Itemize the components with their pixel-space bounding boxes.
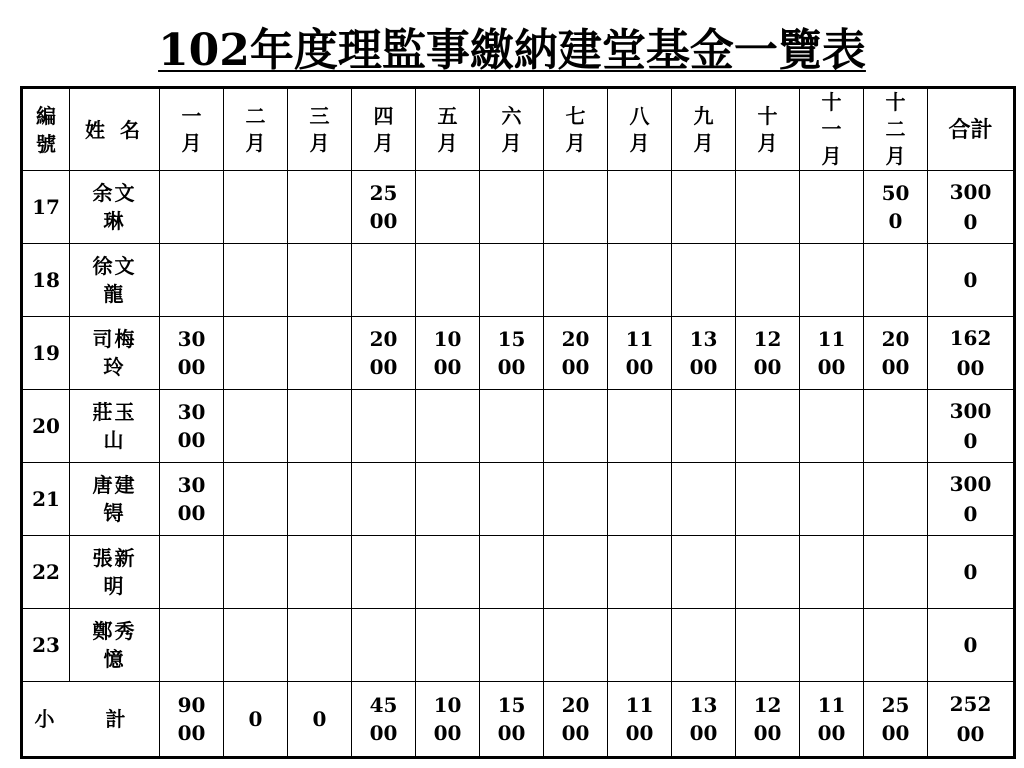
member-name-text: 莊玉山	[92, 400, 137, 452]
member-number	[22, 609, 70, 682]
month-amount	[416, 390, 480, 463]
month-amount	[672, 536, 736, 609]
month-amount	[544, 317, 608, 390]
month-amount	[160, 390, 224, 463]
subtotal-month-amount	[672, 682, 736, 758]
member-total-text: 3000	[949, 472, 992, 526]
table-row	[22, 390, 1015, 463]
fund-table	[20, 86, 1016, 759]
month-amount	[352, 171, 416, 244]
month-amount	[800, 536, 864, 609]
month-amount	[672, 317, 736, 390]
month-amount	[224, 536, 288, 609]
month-amount	[608, 390, 672, 463]
member-number-text: 21	[32, 487, 60, 511]
month-amount	[224, 390, 288, 463]
month-amount	[352, 390, 416, 463]
member-name	[70, 609, 160, 682]
subtotal-month-amount-text: 2000	[561, 693, 590, 745]
month-amount-text: 3000	[177, 400, 206, 452]
member-total-text: 16200	[949, 326, 992, 380]
member-name-text: 唐建锝	[92, 473, 137, 525]
member-name-text: 張新明	[92, 546, 137, 598]
month-amount	[352, 609, 416, 682]
month-amount	[160, 171, 224, 244]
header-name-text: 姓 名	[85, 117, 144, 142]
header-row	[22, 88, 1015, 171]
table-row	[22, 609, 1015, 682]
table-row	[22, 317, 1015, 390]
table-row	[22, 463, 1015, 536]
month-amount	[800, 317, 864, 390]
month-amount	[608, 171, 672, 244]
month-amount	[224, 317, 288, 390]
month-amount-text: 1100	[817, 327, 846, 379]
header-month	[864, 88, 928, 171]
subtotal-month-amount	[544, 682, 608, 758]
member-total-text: 0	[963, 268, 978, 292]
month-amount	[864, 463, 928, 536]
member-total-text: 0	[963, 633, 978, 657]
header-month	[736, 88, 800, 171]
month-amount	[672, 244, 736, 317]
month-amount	[352, 536, 416, 609]
month-amount	[480, 463, 544, 536]
month-amount-text: 1100	[625, 327, 654, 379]
subtotal-month-amount-text: 1000	[433, 693, 462, 745]
member-name	[70, 317, 160, 390]
month-amount	[608, 463, 672, 536]
member-total	[928, 390, 1015, 463]
month-amount	[480, 317, 544, 390]
subtotal-month-amount-text: 0	[248, 707, 263, 731]
month-amount	[224, 244, 288, 317]
month-amount	[736, 463, 800, 536]
header-month-text: 六月	[501, 103, 522, 155]
header-month-text: 八月	[629, 103, 650, 155]
month-amount	[416, 609, 480, 682]
header-month-text: 九月	[693, 103, 714, 155]
month-amount	[352, 463, 416, 536]
month-amount-text: 2500	[369, 181, 398, 233]
month-amount	[672, 609, 736, 682]
header-number	[22, 88, 70, 171]
header-month	[544, 88, 608, 171]
month-amount	[288, 317, 352, 390]
month-amount	[160, 244, 224, 317]
member-total-text: 3000	[949, 180, 992, 234]
subtotal-month-amount	[736, 682, 800, 758]
header-number-text: 編號	[36, 103, 56, 156]
month-amount-text: 1500	[497, 327, 526, 379]
month-amount	[224, 609, 288, 682]
month-amount	[160, 609, 224, 682]
subtotal-month-amount	[864, 682, 928, 758]
month-amount	[352, 317, 416, 390]
month-amount-text: 3000	[177, 473, 206, 525]
month-amount	[480, 609, 544, 682]
header-month	[352, 88, 416, 171]
month-amount	[160, 536, 224, 609]
member-number	[22, 244, 70, 317]
month-amount	[736, 317, 800, 390]
table-row	[22, 171, 1015, 244]
header-name	[70, 88, 160, 171]
subtotal-month-amount-text: 1100	[817, 693, 846, 745]
month-amount	[416, 317, 480, 390]
month-amount	[480, 171, 544, 244]
member-name	[70, 390, 160, 463]
month-amount	[544, 609, 608, 682]
member-name	[70, 244, 160, 317]
member-total-text: 0	[963, 560, 978, 584]
header-month-text: 二月	[245, 103, 266, 155]
subtotal-month-amount	[800, 682, 864, 758]
header-month-text: 十一月	[821, 90, 842, 168]
member-total	[928, 463, 1015, 536]
subtotal-label	[22, 682, 160, 758]
month-amount	[416, 171, 480, 244]
member-total	[928, 317, 1015, 390]
header-month	[288, 88, 352, 171]
subtotal-month-amount-text: 0	[312, 707, 327, 731]
header-month-text: 七月	[565, 103, 586, 155]
header-month	[608, 88, 672, 171]
subtotal-month-amount	[160, 682, 224, 758]
member-number	[22, 536, 70, 609]
month-amount-text: 1200	[753, 327, 782, 379]
header-total	[928, 88, 1015, 171]
table-row	[22, 536, 1015, 609]
header-month	[160, 88, 224, 171]
month-amount	[800, 244, 864, 317]
month-amount	[800, 609, 864, 682]
header-month	[416, 88, 480, 171]
month-amount	[480, 244, 544, 317]
month-amount	[608, 317, 672, 390]
month-amount-text: 2000	[369, 327, 398, 379]
subtotal-month-amount	[416, 682, 480, 758]
header-month	[800, 88, 864, 171]
month-amount-text: 3000	[177, 327, 206, 379]
header-month-text: 四月	[373, 103, 394, 155]
month-amount	[544, 390, 608, 463]
month-amount	[864, 171, 928, 244]
header-month-text: 五月	[437, 103, 458, 155]
member-number	[22, 171, 70, 244]
month-amount	[416, 536, 480, 609]
page-title: 102年度理監事繳納建堂基金一覽表	[158, 25, 866, 76]
month-amount	[672, 463, 736, 536]
month-amount	[736, 171, 800, 244]
month-amount	[224, 171, 288, 244]
subtotal-month-amount-text: 9000	[177, 693, 206, 745]
member-number-text: 18	[32, 268, 60, 292]
subtotal-month-amount	[352, 682, 416, 758]
header-month-text: 十月	[757, 103, 778, 155]
member-number	[22, 463, 70, 536]
month-amount-text: 2000	[561, 327, 590, 379]
member-number	[22, 390, 70, 463]
subtotal-label-text: 小 計	[34, 707, 148, 731]
header-month-text: 一月	[181, 103, 202, 155]
member-name	[70, 536, 160, 609]
month-amount	[864, 317, 928, 390]
header-month	[672, 88, 736, 171]
header-month-text: 三月	[309, 103, 330, 155]
month-amount-text: 500	[881, 181, 910, 233]
month-amount	[160, 317, 224, 390]
member-total-text: 3000	[949, 399, 992, 453]
month-amount	[544, 536, 608, 609]
month-amount-text: 1000	[433, 327, 462, 379]
month-amount	[736, 390, 800, 463]
month-amount	[288, 390, 352, 463]
member-number-text: 20	[32, 414, 60, 438]
member-name-text: 司梅玲	[92, 327, 137, 379]
month-amount	[800, 171, 864, 244]
subtotal-total-text: 25200	[949, 692, 992, 746]
subtotal-month-amount	[224, 682, 288, 758]
month-amount	[864, 609, 928, 682]
month-amount	[864, 244, 928, 317]
month-amount	[864, 390, 928, 463]
subtotal-row	[22, 682, 1015, 758]
member-name-text: 鄭秀憶	[92, 619, 137, 671]
member-name-text: 余文琳	[92, 181, 137, 233]
subtotal-total	[928, 682, 1015, 758]
subtotal-month-amount-text: 1300	[689, 693, 718, 745]
month-amount	[480, 390, 544, 463]
month-amount	[288, 244, 352, 317]
header-total-text: 合計	[948, 116, 993, 143]
month-amount	[608, 609, 672, 682]
month-amount	[736, 536, 800, 609]
subtotal-month-amount-text: 1200	[753, 693, 782, 745]
subtotal-month-amount	[480, 682, 544, 758]
member-number	[22, 317, 70, 390]
member-name	[70, 171, 160, 244]
member-total	[928, 609, 1015, 682]
month-amount	[800, 390, 864, 463]
month-amount	[672, 390, 736, 463]
member-name-text: 徐文龍	[92, 254, 137, 306]
member-name	[70, 463, 160, 536]
month-amount	[800, 463, 864, 536]
month-amount	[352, 244, 416, 317]
month-amount	[224, 463, 288, 536]
member-number-text: 19	[32, 341, 60, 365]
member-number-text: 17	[32, 195, 60, 219]
month-amount	[288, 171, 352, 244]
header-month	[480, 88, 544, 171]
month-amount	[736, 244, 800, 317]
month-amount	[864, 536, 928, 609]
subtotal-month-amount-text: 2500	[881, 693, 910, 745]
month-amount	[608, 244, 672, 317]
month-amount-text: 2000	[881, 327, 910, 379]
subtotal-month-amount	[288, 682, 352, 758]
month-amount	[608, 536, 672, 609]
member-number-text: 23	[32, 633, 60, 657]
subtotal-month-amount-text: 1100	[625, 693, 654, 745]
subtotal-month-amount-text: 4500	[369, 693, 398, 745]
member-number-text: 22	[32, 560, 60, 584]
month-amount	[544, 244, 608, 317]
header-month	[224, 88, 288, 171]
month-amount-text: 1300	[689, 327, 718, 379]
member-total	[928, 244, 1015, 317]
table-body	[22, 171, 1015, 758]
month-amount	[160, 463, 224, 536]
member-total	[928, 536, 1015, 609]
month-amount	[544, 463, 608, 536]
month-amount	[480, 536, 544, 609]
header-month-text: 十二月	[885, 90, 906, 168]
month-amount	[416, 244, 480, 317]
month-amount	[288, 536, 352, 609]
month-amount	[288, 609, 352, 682]
member-total	[928, 171, 1015, 244]
month-amount	[544, 171, 608, 244]
subtotal-month-amount	[608, 682, 672, 758]
month-amount	[736, 609, 800, 682]
subtotal-month-amount-text: 1500	[497, 693, 526, 745]
month-amount	[416, 463, 480, 536]
table-row	[22, 244, 1015, 317]
month-amount	[672, 171, 736, 244]
month-amount	[288, 463, 352, 536]
